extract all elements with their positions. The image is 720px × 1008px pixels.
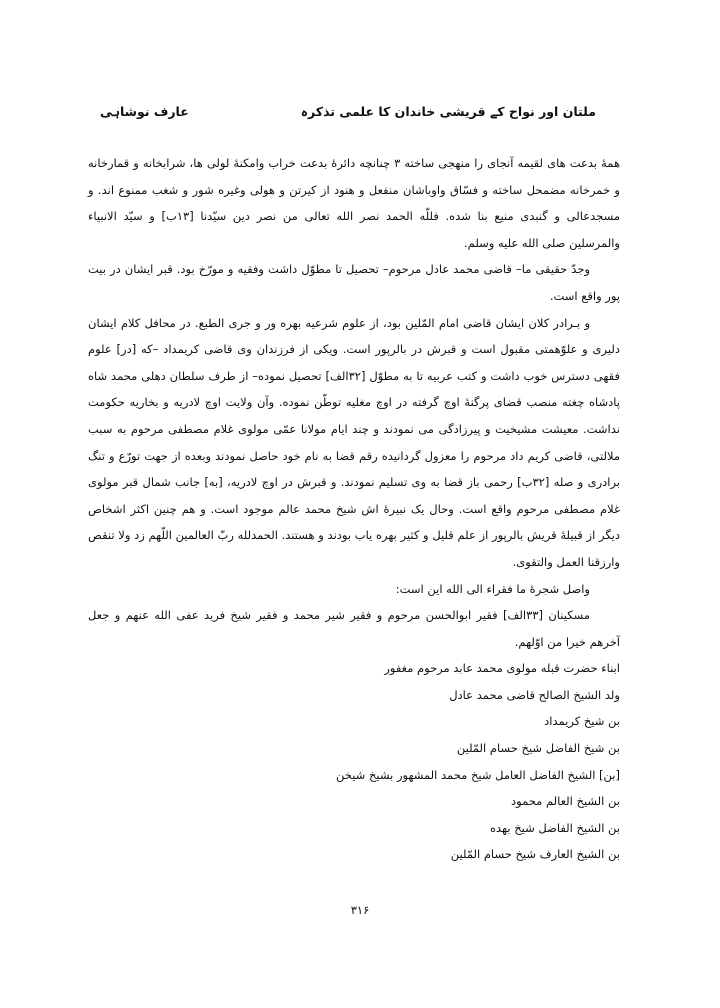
genealogy-line: بن الشیخ العالم محمود <box>511 794 620 809</box>
genealogy-line: بن الشیخ العارف شیخ حسام المّلین <box>450 847 620 862</box>
genealogy-line: [بن] الشیخ الفاضل العامل شیخ محمد المشهور بشیخ شیخن <box>336 767 620 782</box>
body-text <box>88 150 620 868</box>
paragraph-2: وجدّ حقیقی ما– قاضی محمد عادل مرحوم– تحصیل تا مطوّل داشت وفقیه و مورّخ بود. قبر ایشان در بیت پور واقع است. <box>88 262 620 303</box>
page-number: ۳۱۶ <box>350 903 370 917</box>
paragraph-5: مسکینان [۳۳الف] فقیر ابوالحسن مرحوم و فقیر شیر محمد و فقیر شیخ فرید عفی الله عنهم و جعل آخرهم خیرا من اوّلهم. <box>88 608 620 649</box>
genealogy-line: بن الشیخ الفاضل شیخ بهده <box>489 820 620 835</box>
genealogy-line: ولد الشیخ الصالح قاضی محمد عادل <box>449 687 620 702</box>
paragraph-4: واصل شجرهٔ ما فقراء الی الله این است: <box>395 581 590 596</box>
paragraph-3: و بـرادر کلان ایشان قاضی امام المّلین بود، از علوم شرعیه بهره ور و جری الطبع. در محافل کلام ایشان دلیری و علوّهمتی مقبول است و قبرش در بالرپور است. ویکی از فرزندان وی قاضی کریمداد –که [در] علوم فقهی دسترس خوب داشت و کتب عربیه تا به مطوّل [۳۲الف] تحصیل نموده– از طرف سلطان دهلی محمد شاه پادشاه چغته منصب قضای پرگنهٔ اوچ گرفته در اوچ مغلیه توطّن نموده. وآن ولایت اوچ لادریه و بخاریه حکومت نداشت. معیشت مشیخیت و پیرزادگی می نمودند و چند ایام مولانا عمّی مولوی غلام مصطفی مرحوم به سبب ملالتی، قاضی کریم داد مرحوم را معزول گردانیده رقم قضا به نام خود حاصل نمودند وبعده از جهت تورّع و تنگ برادری و صله [۳۲ب] رحمی باز قضا به وی تسلیم نمودند. و قبرش در اوچ لادریه، [به] جانب شمال قبر مولوی غلام مصطفی مرحوم واقع است. وحال یک نبیرهٔ اش شیخ محمد عالم موجود است. و هم چنین اکثر اشخاص دیگر از قبیلهٔ قریش بالرپور از علم قلیل و کثیر بهره یاب بودند و هستند. الحمدلله ربّ العالمین اللّهم زد ولا تنقص وارزقنا العمل والتقوی. <box>88 315 620 569</box>
genealogy-list <box>88 655 620 868</box>
running-author: عارف نوشاہی <box>100 104 189 119</box>
running-title: ملتان اور نواح کے قریشی خاندان کا علمی تذکرہ <box>300 104 596 119</box>
genealogy-line: بن شیخ کریمداد <box>544 714 620 729</box>
genealogy-line: بن شیخ الفاضل شیخ حسام المّلین <box>456 741 620 756</box>
paragraph-1: همهٔ بدعت های لقیمه آنجای را منهجی ساخته ۳ چنانچه دائرهٔ بدعت خراب وامکنهٔ لولی ها، شرابخانه و قمارخانه و خمرخانه مضمحل ساخته و فسّاق واوباشان منفعل و هنود از کیرتن و هولی وغیره شور و شغب ممنوع اند. و مسجدعالی و گنبدی منیع بنا شده. فللّه الحمد نصر الله تعالی من نصر دین سیّدنا [۱۳ب] و سیّد الانبیاء والمرسلین صلی الله علیه وسلم. <box>88 156 621 250</box>
genealogy-line: ابناء حضرت قبله مولوی محمد عابد مرحوم مغفور <box>384 661 620 676</box>
